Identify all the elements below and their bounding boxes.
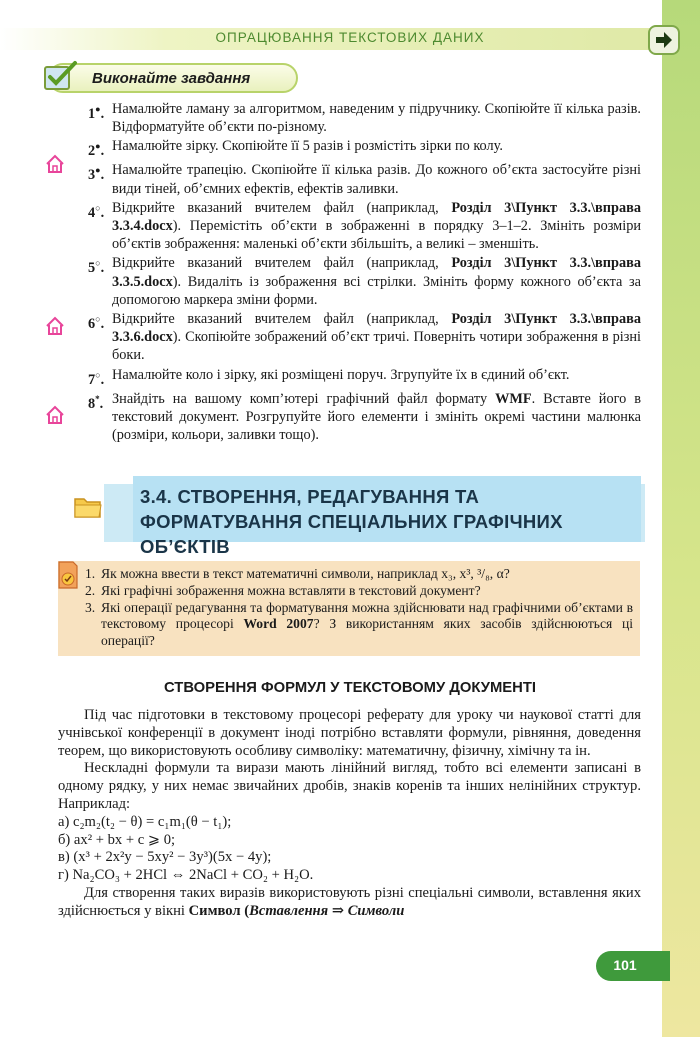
task-number: 4○. (88, 202, 105, 221)
task-item (88, 366, 641, 389)
dialog-name: Символ (188, 902, 241, 919)
body-text (58, 707, 641, 921)
menu-path: Вставлення ⇒ Символи (249, 902, 405, 919)
task-item (88, 254, 641, 309)
task-number: 5○. (88, 258, 105, 277)
task-text: Намалюйте трапецію. Скопіюйте її кілька разів. До кожного об’єкта застосуйте різні види тіней, об’ємних ефектів, ефектів заливки. (112, 162, 641, 197)
task-number: 2●. (88, 141, 105, 160)
side-color-strip (662, 0, 700, 1037)
tasks-list (88, 100, 641, 445)
task-number: 7○. (88, 369, 105, 388)
task-text: Намалюйте коло і зірку, які розміщені поруч. Згрупуйте їх в єдиний об’єкт. (112, 366, 570, 383)
home-task-icon (45, 405, 65, 425)
arrow-right-icon (654, 31, 674, 49)
formula-d: г) Na₂CO₃ + 2HCl ⇔ 2NaCl + CO₂ + H₂O. (58, 867, 314, 884)
task-text: Відкрийте вказаний вчителем файл (наприклад, Розділ 3\Пункт 3.3.\вправа 3.3.5.docx). Видаліть із зображення всі стрілки. Змініть форму кожного об’єкта за допомогою маркера зміни форми. (112, 255, 641, 308)
next-page-button[interactable] (648, 25, 680, 55)
question-item: 1. Як можна ввести в текст математичні символи, наприклад x₃, x³, ³/₈, α? (85, 566, 510, 581)
task-item (88, 199, 641, 254)
paragraph: Під час підготовки в текстовому процесорі реферату для уроку чи наукової статті для учнівської конференції в документ іноді потрібно вставляти формули, рівняння, доведення теорем, що використовують особливу символіку: математичну, фізичну, хімічну та ін. (58, 707, 641, 759)
file-path: Розділ 3\Пункт 3.3.\вправа 3.3.6.docx (112, 311, 641, 346)
file-path: Розділ 3\Пункт 3.3.\вправа 3.3.4.docx (112, 199, 641, 234)
file-path: Розділ 3\Пункт 3.3.\вправа 3.3.5.docx (112, 255, 641, 290)
task-item (88, 390, 641, 445)
question-item: 3. Які операції редагування та форматування можна здійснювати над графічними об’єктами в текстовому процесорі Word 2007? З використанням яких засобів здійснюються ці операції? (85, 599, 634, 649)
task-item (88, 310, 641, 365)
task-item (88, 137, 641, 160)
task-text: Знайдіть на вашому комп’ютері графічний файл формату WMF. Вставте його в текстовий документ. Розгрупуйте його елементи і змініть окремі частини малюнка (розміри, кольори, заливки тощо). (112, 390, 641, 443)
task-number: 6○. (88, 314, 105, 332)
file-format: WMF (495, 390, 532, 407)
folder-icon (73, 494, 103, 520)
app-name: Word 2007 (243, 616, 314, 632)
question-item: 2. Які графічні зображення можна вставляти в текстовий документ? (85, 582, 481, 598)
task-item (88, 100, 641, 136)
task-text: Намалюйте ламану за алгоритмом, наведеним у підручнику. Скопіюйте її кілька разів. Відформатуйте об’єкти по-різному. (112, 101, 641, 136)
formula-c: в) (x³ + 2x²y − 5xy² − 3y³)(5x − 4y); (58, 849, 272, 866)
formula-b: б) ax² + bx + c ⩾ 0; (58, 831, 176, 848)
task-number: 3●. (88, 165, 105, 184)
home-task-icon (45, 154, 65, 174)
task-text: Намалюйте зірку. Скопіюйте її 5 разів і розмістіть зірки по колу. (112, 138, 503, 155)
tasks-title: Виконайте завдання (92, 70, 251, 87)
task-item (88, 161, 641, 197)
subsection-title: СТВОРЕННЯ ФОРМУЛ У ТЕКСТОВОМУ ДОКУМЕНТІ (163, 680, 537, 696)
questions-list (85, 566, 633, 650)
task-text: Відкрийте вказаний вчителем файл (наприклад, Розділ 3\Пункт 3.3.\вправа 3.3.6.docx). Скопіюйте зображений об’єкт тричі. Поверніть чотири зображення в різні боки. (112, 311, 641, 364)
section-title: 3.4. СТВОРЕННЯ, РЕДАГУВАННЯ ТА ФОРМАТУВАННЯ СПЕЦІАЛЬНИХ ГРАФІЧНИХ ОБ’ЄКТІВ (140, 486, 563, 557)
running-header: ОПРАЦЮВАННЯ ТЕКСТОВИХ ДАНИХ (215, 30, 485, 45)
task-number: 8*. (88, 393, 104, 412)
question-badge-icon (56, 560, 80, 590)
page-number: 101 (613, 957, 637, 973)
paragraph: Нескладні формули та вирази мають лінійний вигляд, тобто всі елементи записані в одному рядку, у них немає звичайних дробів, знаків коренів та інших нелінійних структур. Наприклад: (58, 760, 641, 812)
paragraph: Для створення таких виразів використовують різні спеціальні символи, вставлення яких здійснюється у вікні Символ (Вставлення ⇒ Символи (58, 884, 641, 919)
formula-a: а) c₂m₂(t₂ − θ) = c₁m₁(θ − t₁); (58, 813, 232, 830)
checklist-icon (42, 60, 78, 94)
home-task-icon (45, 316, 65, 336)
task-number: 1●. (88, 104, 105, 122)
task-text: Відкрийте вказаний вчителем файл (наприклад, Розділ 3\Пункт 3.3.\вправа 3.3.4.docx). Перемістіть об’єкти в зображенні в порядку 3–1–2. Змініть розміри об’єктів зображення: маленькі об’єкти збільшіть, а великі – зменшіть. (112, 199, 641, 253)
